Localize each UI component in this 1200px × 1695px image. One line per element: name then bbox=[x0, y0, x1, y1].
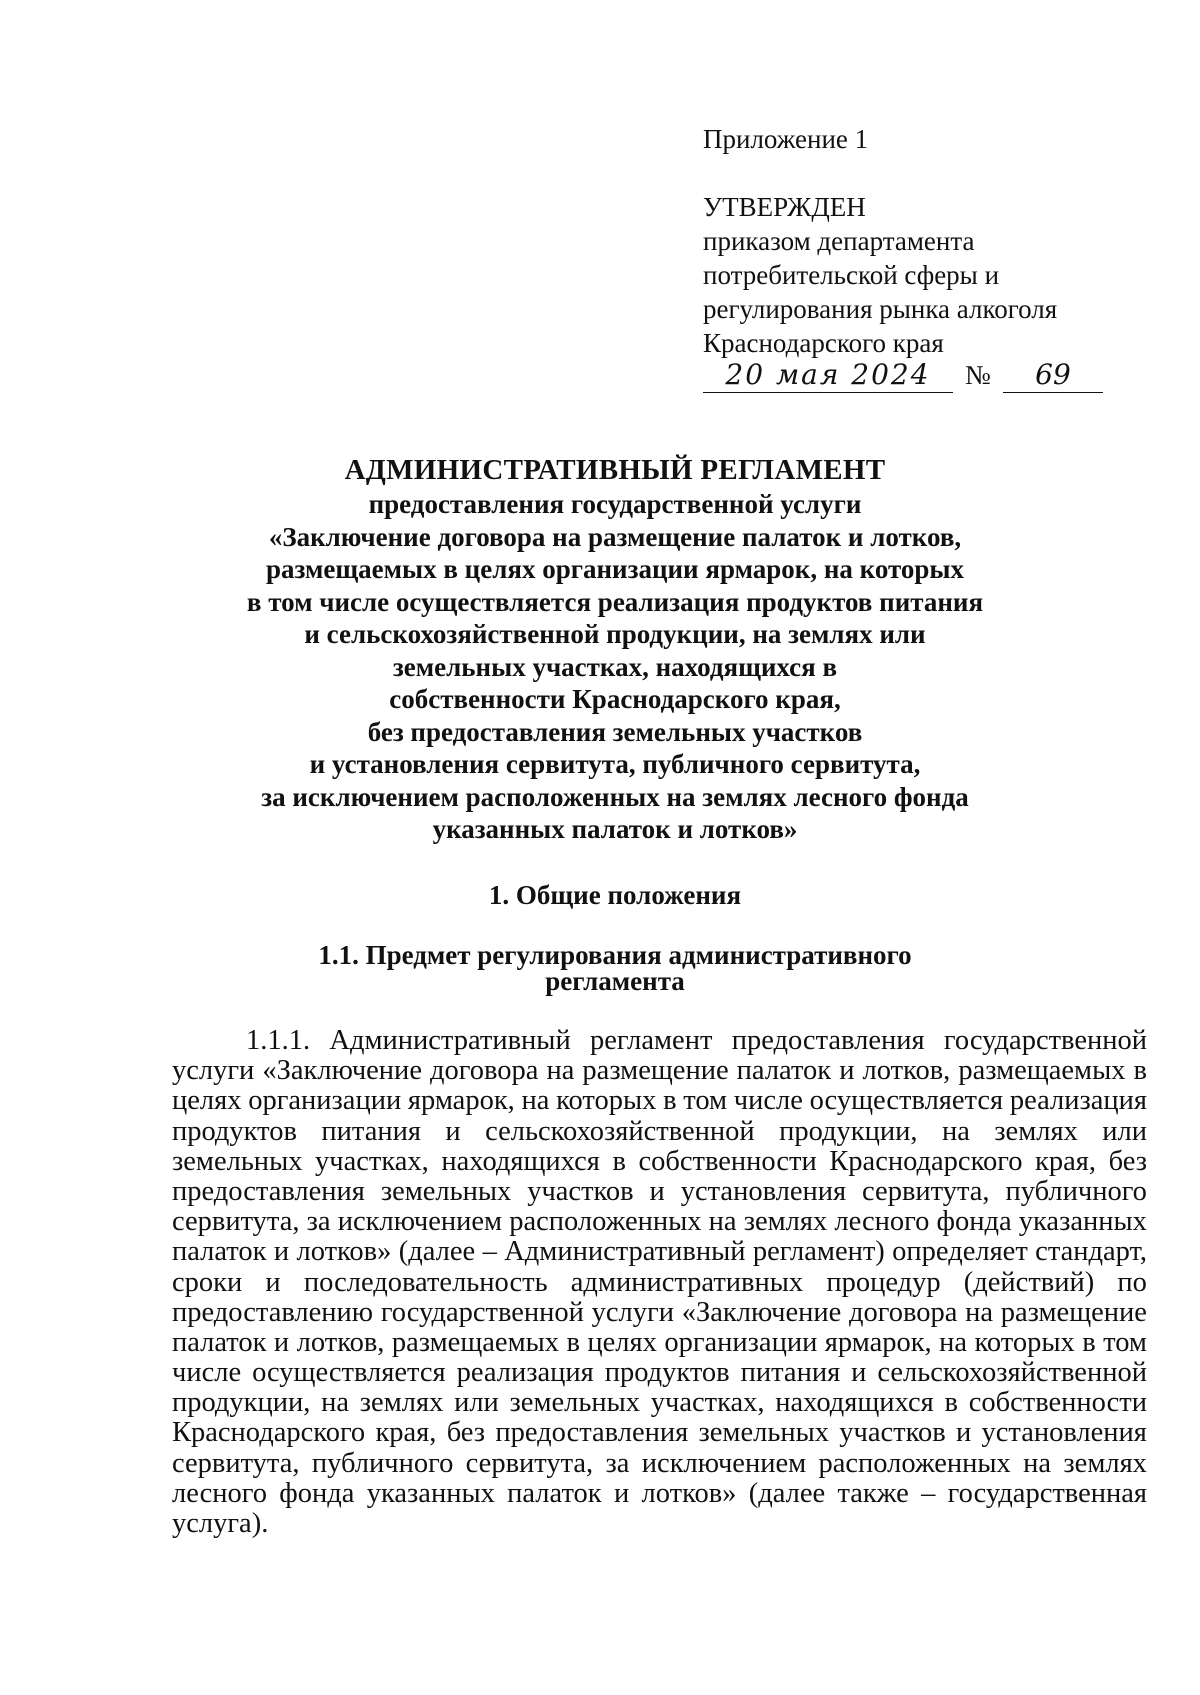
body-line: сроки и последовательность административных процедур (действий) по bbox=[172, 1266, 1147, 1298]
title-line: предоставления государственной услуги bbox=[368, 489, 862, 519]
body-line: сервитута, за исключением расположенных на землях лесного фонда указанных bbox=[172, 1206, 1147, 1238]
body-line: 1.1.1. Административный регламент предоставления государственной bbox=[246, 1025, 1147, 1056]
body-line: лесного фонда указанных палаток и лотков» (далее также – государственная bbox=[172, 1477, 1147, 1509]
title-line: земельных участках, находящихся в bbox=[392, 651, 838, 682]
handwritten-number: 69 bbox=[1003, 358, 1103, 393]
body-line: продукции, на землях или земельных участках, находящихся в собственности bbox=[172, 1387, 1147, 1419]
title-line: размещаемых в целях организации ярмарок, на которых bbox=[265, 554, 965, 584]
title-line: собственности Краснодарского края, bbox=[389, 684, 841, 714]
body-line: земельных участках, находящихся в собственности Краснодарского края, без bbox=[172, 1145, 1147, 1177]
subsection-heading-line: регламента bbox=[545, 966, 685, 996]
approved-line: приказом департамента bbox=[703, 226, 975, 256]
body-line: палаток и лотков» (далее – Административный регламент) определяет стандарт, bbox=[172, 1236, 1147, 1268]
section-heading: 1. Общие положения bbox=[488, 880, 742, 910]
appendix-label: Приложение 1 bbox=[703, 124, 869, 154]
body-line: палаток и лотков, размещаемых в целях организации ярмарок, на которых в том bbox=[172, 1326, 1147, 1358]
body-line: услуги «Заключение договора на размещение палаток и лотков, размещаемых в bbox=[172, 1055, 1147, 1087]
body-line: Краснодарского края, без предоставления земельных участков и установления bbox=[172, 1417, 1147, 1449]
order-date-number-row bbox=[703, 358, 1103, 398]
handwritten-date: 20 мая 2024 bbox=[703, 358, 953, 393]
subsection-heading bbox=[180, 942, 1050, 994]
title-line: указанных палаток и лотков» bbox=[432, 814, 798, 844]
title-line: без предоставления земельных участков bbox=[367, 716, 863, 747]
title-line: за исключением расположенных на землях лесного фонда bbox=[261, 781, 969, 812]
body-line: продуктов питания и сельскохозяйственной продукции, на землях или bbox=[172, 1115, 1147, 1147]
document-title: АДМИНИСТРАТИВНЫЙ РЕГЛАМЕНТ bbox=[344, 454, 886, 486]
title-line: и установления сервитута, публичного сервитута, bbox=[309, 749, 921, 779]
approved-title: УТВЕРЖДЕН bbox=[703, 192, 866, 222]
body-line: предоставлению государственной услуги «Заключение договора на размещение bbox=[172, 1296, 1147, 1328]
subsection-heading-line: 1.1. Предмет регулирования административного bbox=[318, 940, 912, 970]
title-line: и сельскохозяйственной продукции, на землях или bbox=[304, 619, 926, 649]
body-line: сервитута, публичного сервитута, за исключением расположенных на землях bbox=[172, 1447, 1147, 1479]
title-line: в том числе осуществляется реализация продуктов питания bbox=[246, 586, 984, 617]
number-label: № bbox=[965, 360, 991, 390]
title-line: «Заключение договора на размещение палаток и лотков, bbox=[268, 521, 962, 552]
document-title-block bbox=[180, 452, 1050, 846]
approved-line: потребительской сферы и bbox=[703, 260, 1000, 290]
body-line: услуга). bbox=[172, 1508, 269, 1539]
body-paragraph bbox=[172, 1026, 1147, 1539]
approved-line: Краснодарского края bbox=[703, 328, 944, 358]
approval-block bbox=[703, 190, 1123, 360]
approved-line: регулирования рынка алкоголя bbox=[703, 294, 1058, 324]
body-line: целях организации ярмарок, на которых в том числе осуществляется реализация bbox=[172, 1085, 1147, 1117]
body-line: числе осуществляется реализация продуктов питания и сельскохозяйственной bbox=[172, 1357, 1147, 1389]
body-line: предоставления земельных участков и установления сервитута, публичного bbox=[172, 1175, 1147, 1207]
